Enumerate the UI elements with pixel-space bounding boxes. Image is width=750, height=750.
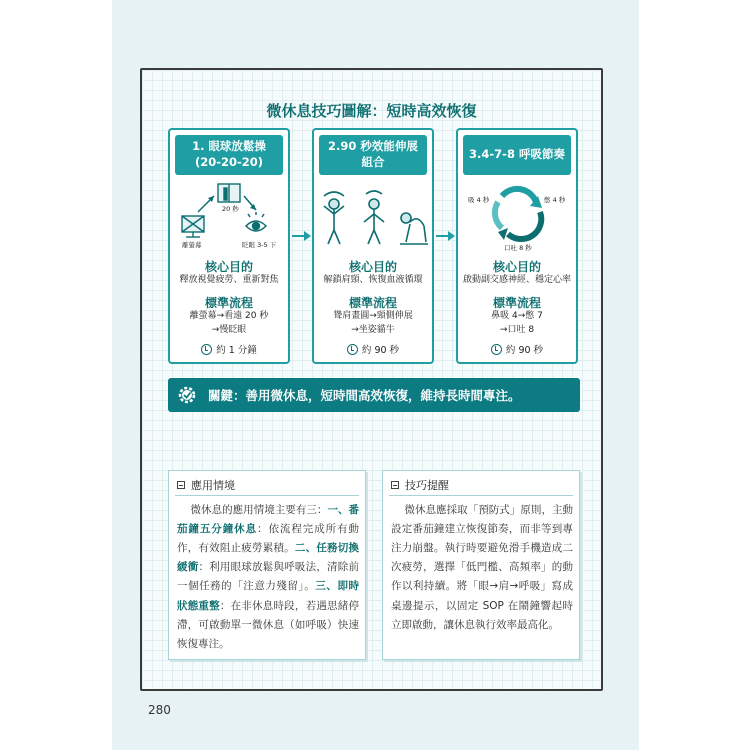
clock-icon [347, 344, 358, 355]
card-header [319, 135, 427, 175]
person-shrug-icon [324, 192, 344, 244]
application-box [168, 470, 366, 660]
duration [170, 342, 288, 356]
label-inhale: 吸 4 秒 [468, 196, 490, 204]
person-neck-icon [364, 191, 384, 244]
purpose-text: 解鎖肩頸、恢復血液循環 [323, 275, 423, 285]
flow-line: 聳肩畫圓→頸側伸展 [333, 311, 413, 321]
figure-frame [140, 68, 603, 691]
flow-line: →坐姿貓牛 [351, 325, 395, 335]
flow-title: 標準流程 [348, 296, 397, 310]
figure-title: 微休息技巧圖解：短時高效恢復 [266, 102, 477, 120]
box-header [391, 477, 449, 493]
gear-check-icon [176, 384, 198, 406]
box-body: 微休息的應用情境主要有三：一、番茄鐘五分鐘休息：依流程完成所有動作，有效阻止疲勞累積。二、任務切換緩衝：利用眼球放鬆與呼吸法，清除前一個任務的「注意力殘留」。三、即時狀態重整：在非休息時段，若遇思緒停滯，可啟動單一微休息（如呼吸）快速恢復專注。 [177, 504, 360, 650]
card-header [463, 135, 571, 175]
flow-title: 標準流程 [204, 296, 253, 310]
duration [314, 342, 432, 356]
purpose-title: 核心目的 [204, 260, 253, 274]
label-exhale: 口吐 8 秒 [504, 244, 532, 252]
window-icon [218, 184, 240, 202]
clock-icon [201, 344, 212, 355]
label-hold: 憋 4 秒 [544, 196, 566, 204]
purpose-title: 核心目的 [348, 260, 397, 274]
duration [458, 342, 576, 356]
card-eye-relax [168, 128, 290, 364]
key-banner [168, 378, 580, 412]
label-blink: 眨眼 3-5 下 [242, 241, 277, 249]
card-header-line: 1. 眼球放鬆操 [192, 139, 266, 154]
box-body: 微休息應採取「預防式」原則，主動設定番茄鐘建立恢復節奏，而非等到專注力崩盤。執行時要避免滑手機造成二次疲勞，選擇「低門檻、高頻率」的動作以利持續。將「眼→肩→呼吸」寫成桌邊提示，以固定 SOP 在鬧鐘響起時立即啟動，讓休息執行效率最高化。 [391, 504, 574, 631]
eye-icon [246, 212, 266, 231]
purpose-title: 核心目的 [492, 260, 541, 274]
flow-line: →慢眨眼 [211, 325, 247, 335]
box-title: 技巧提醒 [405, 479, 449, 492]
card-header-line: (20-20-20) [194, 155, 264, 169]
card-header-line: 3.4-7-8 呼吸節奏 [469, 147, 565, 162]
clock-icon [491, 344, 502, 355]
person-catcow-icon [400, 213, 428, 244]
duration-text: 約 90 秒 [361, 345, 400, 356]
tips-box [382, 470, 580, 660]
label-20s: 20 秒 [222, 205, 239, 213]
card-header-line: 2.90 秒效能伸展 [328, 139, 418, 154]
page-number: 280 [148, 703, 171, 717]
arrow-right-icon [292, 235, 309, 237]
eye-exercise-illustration [170, 182, 288, 252]
arrow-right-icon [436, 235, 453, 237]
banner-text: 關鍵：善用微休息，短時間高效恢復，維持長時間專注。 [208, 388, 521, 403]
breathing-cycle-illustration [458, 182, 576, 252]
label-away: 離螢幕 [182, 241, 202, 249]
purpose-text: 啟動副交感神經、穩定心率 [462, 275, 571, 285]
box-title: 應用情境 [191, 479, 235, 492]
duration-text: 約 90 秒 [505, 345, 544, 356]
monitor-icon [182, 216, 204, 237]
card-header-line: 組合 [361, 155, 385, 169]
duration-text: 約 1 分鐘 [216, 345, 257, 356]
stretch-illustration [314, 182, 432, 252]
minus-square-icon [391, 481, 399, 489]
card-header [175, 135, 283, 175]
card-breathing [456, 128, 578, 364]
card-stretch [312, 128, 434, 364]
flow-line: 離螢幕→看遠 20 秒 [189, 311, 269, 321]
purpose-text: 釋放視覺疲勞、重新對焦 [179, 275, 279, 285]
flow-title: 標準流程 [492, 296, 541, 310]
flow-line: →口吐 8 [499, 325, 535, 335]
box-header [177, 477, 235, 493]
flow-line: 鼻吸 4→憋 7 [491, 311, 543, 321]
minus-square-icon [177, 481, 185, 489]
